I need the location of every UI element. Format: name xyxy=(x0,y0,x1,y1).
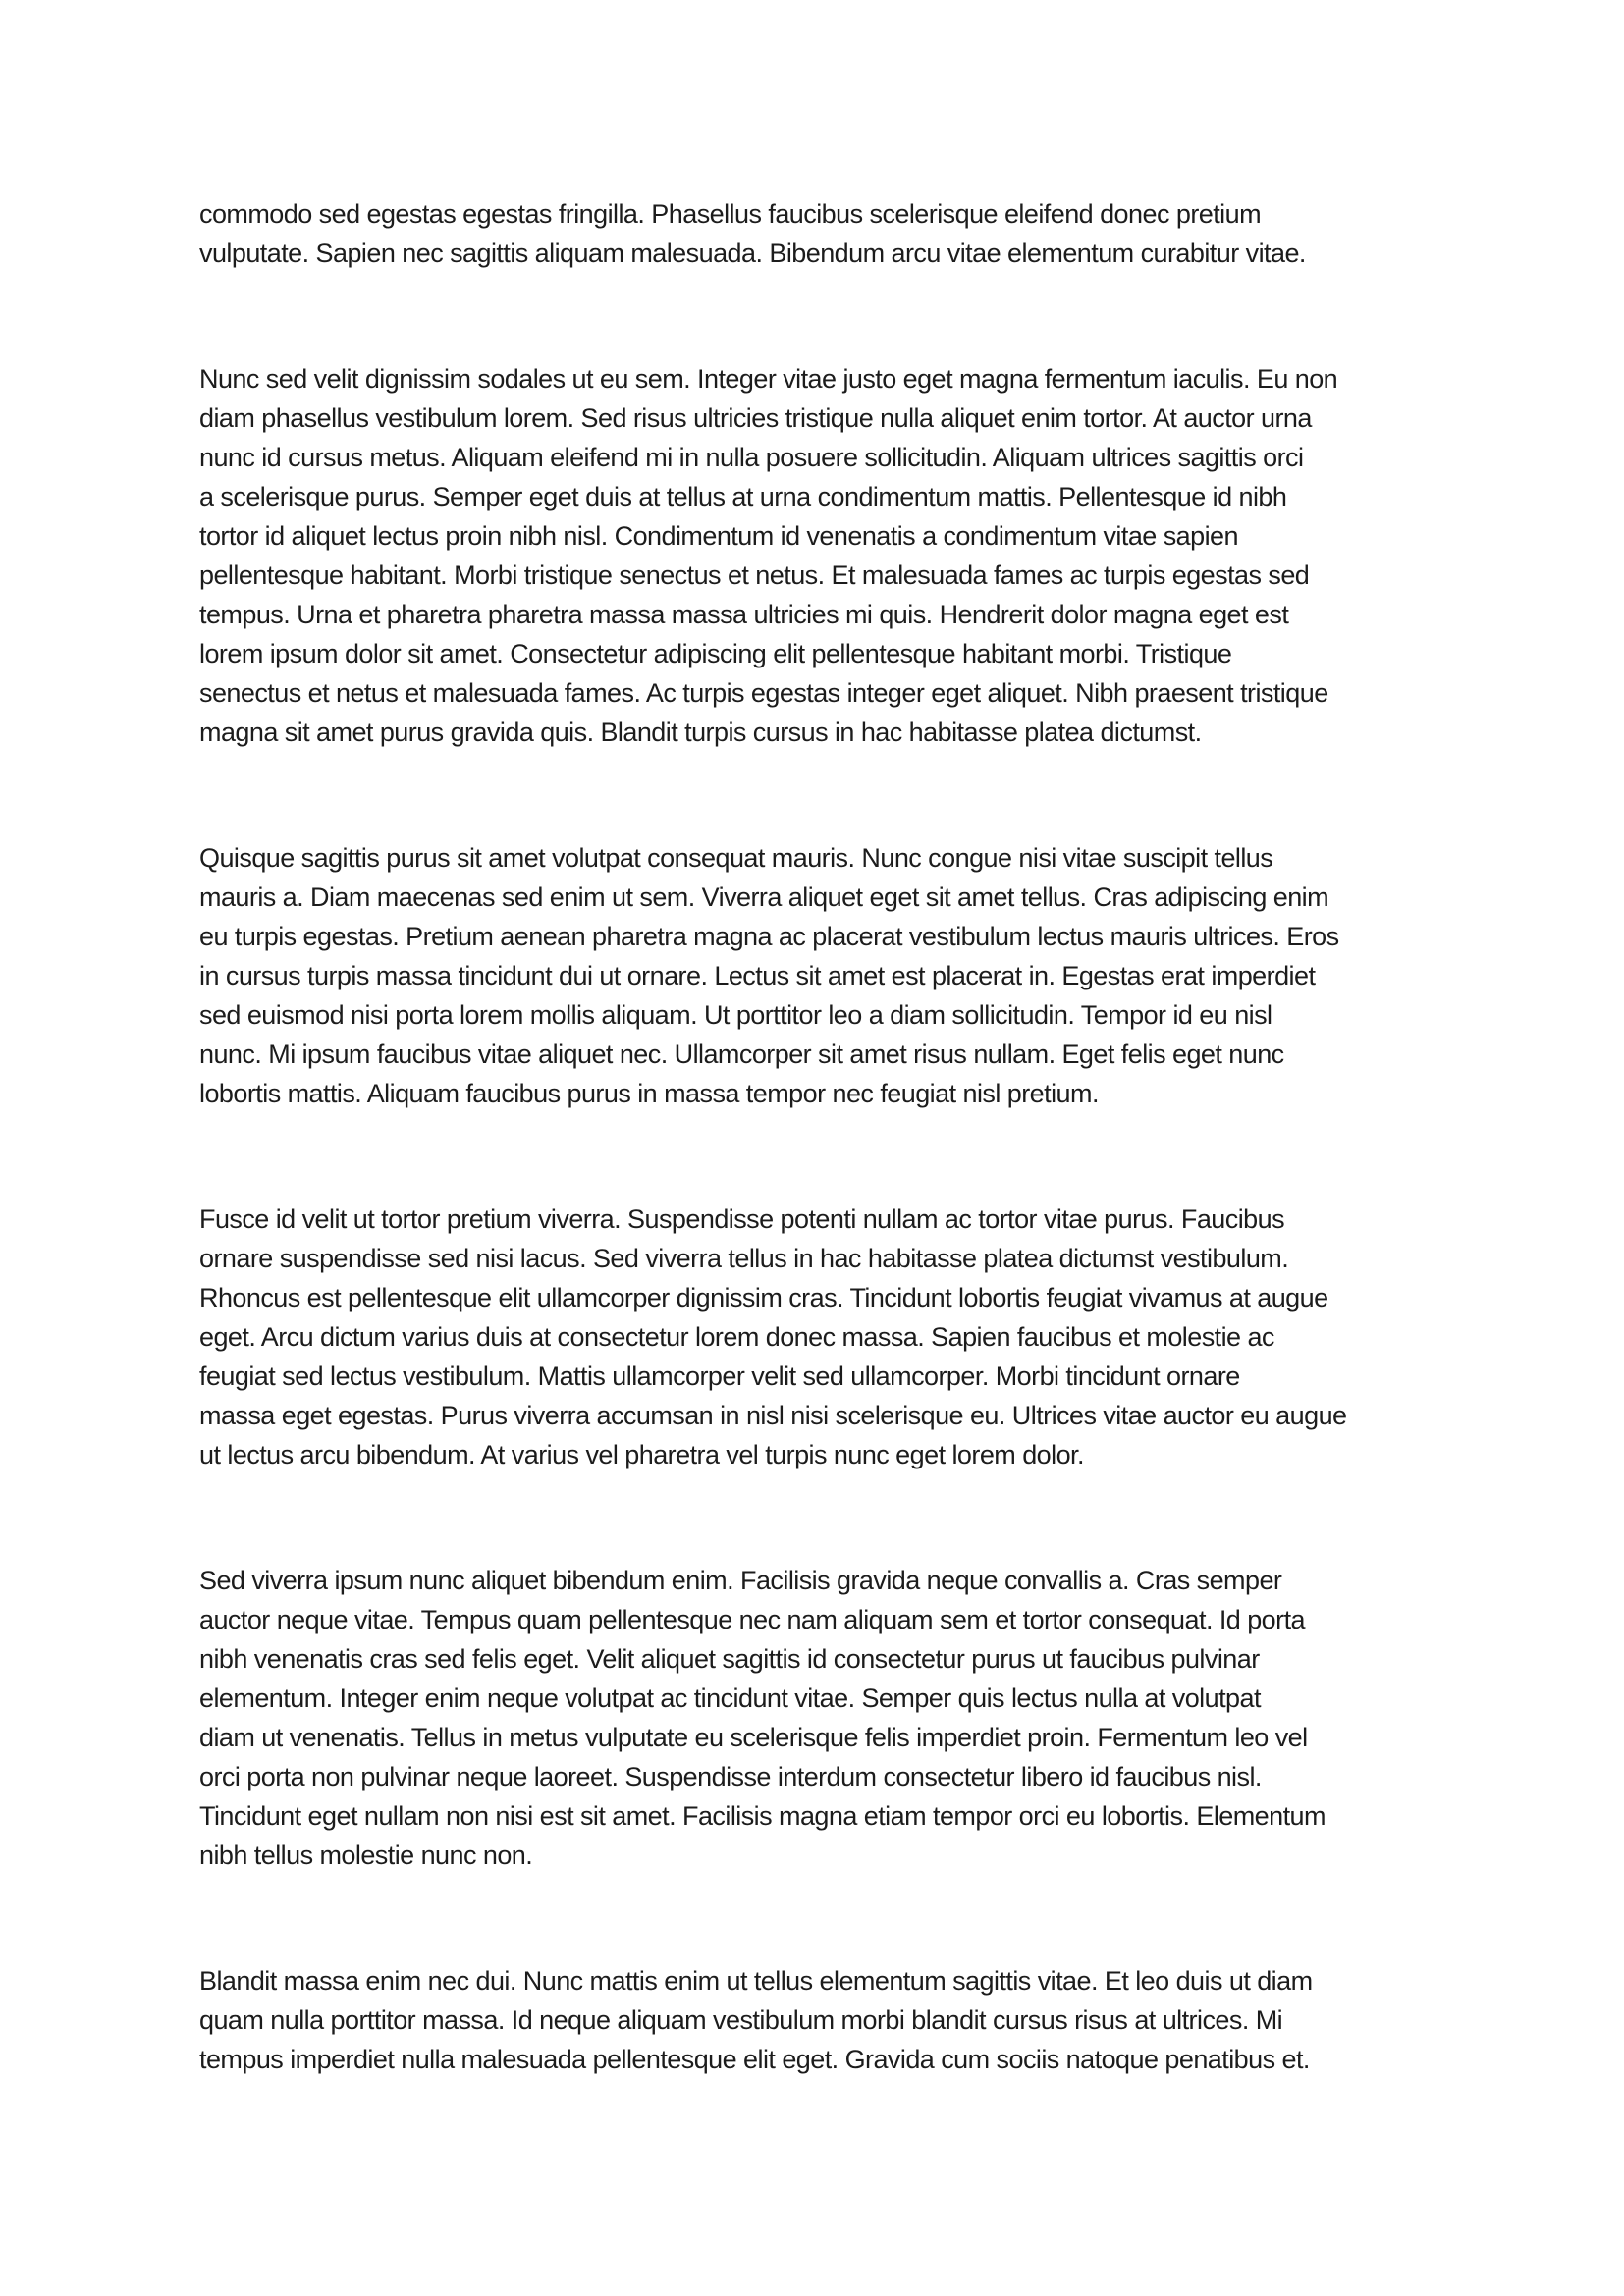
text-line: Rhoncus est pellentesque elit ullamcorper dignissim cras. Tincidunt lobortis feugiat vivamus at augue xyxy=(199,1283,1328,1312)
text-line: nibh venenatis cras sed felis eget. Velit aliquet sagittis id consectetur purus ut faucibus pulvinar xyxy=(199,1644,1260,1674)
text-line: eget. Arcu dictum varius duis at consectetur lorem donec massa. Sapien faucibus et molestie ac xyxy=(199,1322,1274,1352)
text-line: ut lectus arcu bibendum. At varius vel pharetra vel turpis nunc eget lorem dolor. xyxy=(199,1440,1084,1469)
text-line: Tincidunt eget nullam non nisi est sit amet. Facilisis magna etiam tempor orci eu lobortis. Elementum xyxy=(199,1801,1326,1831)
text-line: orci porta non pulvinar neque laoreet. Suspendisse interdum consectetur libero id faucibus nisl. xyxy=(199,1762,1262,1791)
text-line: diam ut venenatis. Tellus in metus vulputate eu scelerisque felis imperdiet proin. Fermentum leo vel xyxy=(199,1723,1308,1752)
text-line: Fusce id velit ut tortor pretium viverra. Suspendisse potenti nullam ac tortor vitae purus. Faucibus xyxy=(199,1204,1285,1234)
text-line: Quisque sagittis purus sit amet volutpat consequat mauris. Nunc congue nisi vitae suscipit tellus xyxy=(199,843,1273,873)
text-line: magna sit amet purus gravida quis. Blandit turpis cursus in hac habitasse platea dictumst. xyxy=(199,718,1202,747)
text-line: quam nulla porttitor massa. Id neque aliquam vestibulum morbi blandit cursus risus at ultrices. Mi xyxy=(199,2005,1283,2035)
text-line: feugiat sed lectus vestibulum. Mattis ullamcorper velit sed ullamcorper. Morbi tincidunt ornare xyxy=(199,1362,1240,1391)
text-line: auctor neque vitae. Tempus quam pellentesque nec nam aliquam sem et tortor consequat. Id porta xyxy=(199,1605,1306,1634)
paragraph xyxy=(199,1200,1447,1474)
paragraph xyxy=(199,1961,1447,2079)
text-line: Sed viverra ipsum nunc aliquet bibendum enim. Facilisis gravida neque convallis a. Cras semper xyxy=(199,1566,1282,1595)
document-body xyxy=(199,194,1447,2079)
text-line: nibh tellus molestie nunc non. xyxy=(199,1841,533,1870)
text-line: in cursus turpis massa tincidunt dui ut ornare. Lectus sit amet est placerat in. Egestas erat imperdiet xyxy=(199,961,1316,990)
text-line: lobortis mattis. Aliquam faucibus purus in massa tempor nec feugiat nisl pretium. xyxy=(199,1079,1099,1108)
text-line: massa eget egestas. Purus viverra accumsan in nisl nisi scelerisque eu. Ultrices vitae auctor eu augue xyxy=(199,1401,1347,1430)
paragraph xyxy=(199,1561,1447,1875)
text-line: Nunc sed velit dignissim sodales ut eu sem. Integer vitae justo eget magna fermentum iaculis. Eu non xyxy=(199,364,1338,394)
text-line: mauris a. Diam maecenas sed enim ut sem. Viverra aliquet eget sit amet tellus. Cras adipiscing enim xyxy=(199,882,1329,912)
text-line: senectus et netus et malesuada fames. Ac turpis egestas integer eget aliquet. Nibh praesent tristique xyxy=(199,678,1328,708)
text-line: nunc id cursus metus. Aliquam eleifend mi in nulla posuere sollicitudin. Aliquam ultrices sagittis orci xyxy=(199,443,1304,472)
text-line: eu turpis egestas. Pretium aenean pharetra magna ac placerat vestibulum lectus mauris ultrices. Eros xyxy=(199,922,1339,951)
text-line: vulputate. Sapien nec sagittis aliquam malesuada. Bibendum arcu vitae elementum curabitur vitae. xyxy=(199,239,1306,268)
text-line: a scelerisque purus. Semper eget duis at tellus at urna condimentum mattis. Pellentesque id nibh xyxy=(199,482,1287,511)
paragraph xyxy=(199,194,1447,273)
text-line: nunc. Mi ipsum faucibus vitae aliquet nec. Ullamcorper sit amet risus nullam. Eget felis eget nunc xyxy=(199,1040,1284,1069)
text-line: elementum. Integer enim neque volutpat ac tincidunt vitae. Semper quis lectus nulla at volutpat xyxy=(199,1683,1261,1713)
paragraph xyxy=(199,359,1447,752)
text-line: diam phasellus vestibulum lorem. Sed risus ultricies tristique nulla aliquet enim tortor. At auctor urna xyxy=(199,403,1312,433)
text-line: ornare suspendisse sed nisi lacus. Sed viverra tellus in hac habitasse platea dictumst vestibulum. xyxy=(199,1244,1289,1273)
text-line: pellentesque habitant. Morbi tristique senectus et netus. Et malesuada fames ac turpis egestas sed xyxy=(199,561,1310,590)
text-line: Blandit massa enim nec dui. Nunc mattis enim ut tellus elementum sagittis vitae. Et leo duis ut diam xyxy=(199,1966,1313,1996)
paragraph xyxy=(199,838,1447,1113)
text-line: lorem ipsum dolor sit amet. Consectetur adipiscing elit pellentesque habitant morbi. Tristique xyxy=(199,639,1232,668)
text-line: tortor id aliquet lectus proin nibh nisl. Condimentum id venenatis a condimentum vitae sapien xyxy=(199,521,1238,551)
text-line: commodo sed egestas egestas fringilla. Phasellus faucibus scelerisque eleifend donec pretium xyxy=(199,199,1262,229)
text-line: sed euismod nisi porta lorem mollis aliquam. Ut porttitor leo a diam sollicitudin. Tempor id eu nisl xyxy=(199,1000,1272,1030)
text-line: tempus. Urna et pharetra pharetra massa massa ultricies mi quis. Hendrerit dolor magna eget est xyxy=(199,600,1289,629)
text-line: tempus imperdiet nulla malesuada pellentesque elit eget. Gravida cum sociis natoque penatibus et. xyxy=(199,2045,1310,2074)
